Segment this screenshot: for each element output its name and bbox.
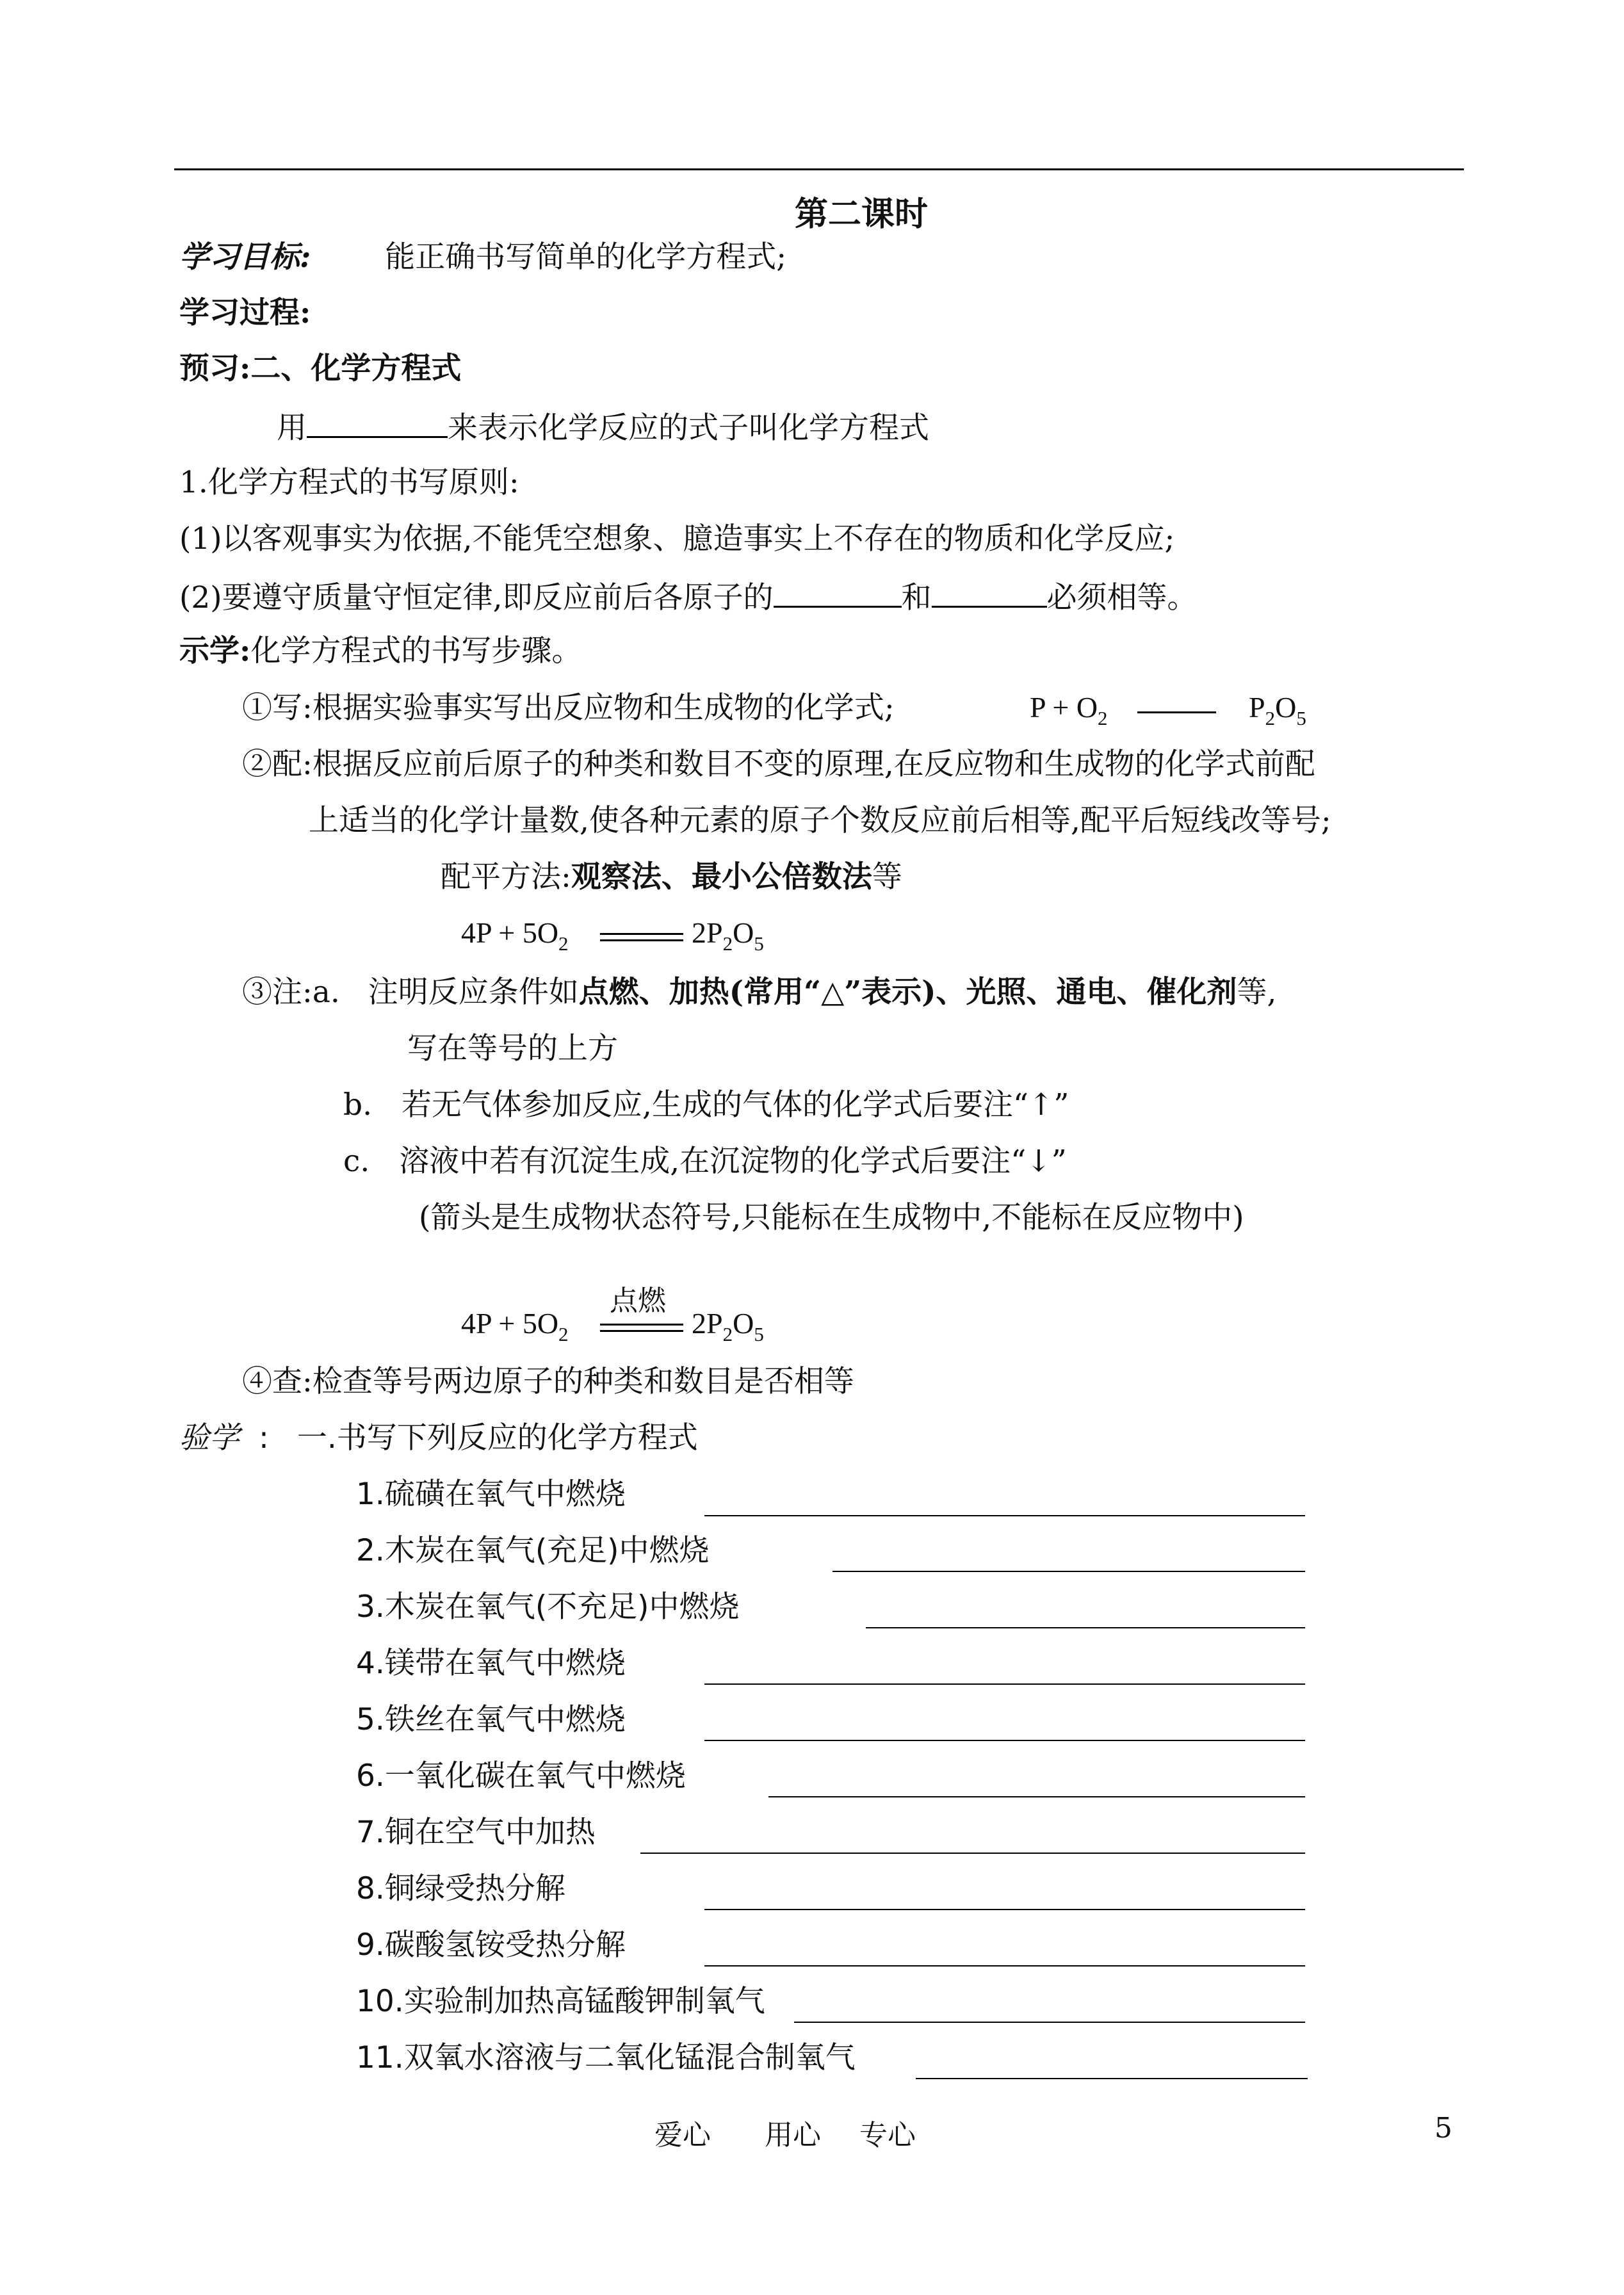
exercise-item: 3.木炭在氧气(不充足)中燃烧 xyxy=(356,1589,740,1625)
eq2-right-sub2: 5 xyxy=(754,932,764,955)
note-b-row xyxy=(343,1086,1069,1124)
eq3-left-text: 4P + 5O xyxy=(461,1307,559,1340)
eq3-left-sub: 2 xyxy=(558,1323,569,1345)
note-a-text-2: 等, xyxy=(1237,975,1277,1010)
exercise-item: 1.硫磺在氧气中燃烧 xyxy=(356,1477,626,1512)
answer-line[interactable] xyxy=(832,1571,1305,1572)
page-number: 5 xyxy=(1434,2112,1452,2145)
equation-3-condition: 点燃 xyxy=(610,1285,666,1317)
answer-line[interactable] xyxy=(794,2022,1305,2023)
step-balance-line-2: 上适当的化学计量数,使各种元素的原子个数反应前后相等,配平后短线改等号; xyxy=(309,803,1331,838)
objective-row xyxy=(179,238,786,277)
objective-text: 能正确书写简单的化学方程式; xyxy=(385,239,787,275)
definition-post: 来表示化学反应的式子叫化学方程式 xyxy=(448,410,929,446)
exercise-item: 4.镁带在氧气中燃烧 xyxy=(356,1646,626,1681)
note-parenthetical: (箭头是生成物状态符号,只能标在生成物中,不能标在反应物中) xyxy=(419,1200,1244,1235)
note-a-continued: 写在等号的上方 xyxy=(407,1031,618,1066)
method-pre: 配平方法: xyxy=(441,859,571,895)
exercise-colon: : xyxy=(259,1420,269,1456)
note-c-row xyxy=(343,1142,1067,1181)
principles-heading: 1.化学方程式的书写原则: xyxy=(179,465,519,500)
answer-line[interactable] xyxy=(704,1909,1305,1910)
note-a-text-1: 注明反应条件如 xyxy=(368,975,579,1010)
exercise-item: 5.铁丝在氧气中燃烧 xyxy=(356,1702,626,1737)
eq2-right-p: 2P xyxy=(692,916,723,949)
definition-pre: 用 xyxy=(277,410,307,446)
process-label: 学习过程: xyxy=(179,295,311,330)
footer-motto xyxy=(654,2112,916,2153)
exercise-label: 验学 xyxy=(179,1420,240,1456)
answer-line[interactable] xyxy=(704,1683,1305,1685)
eq1-right-sub1: 2 xyxy=(1265,707,1276,729)
eq2-right-o: O xyxy=(733,916,754,949)
preview-heading: 预习:二、化学方程式 xyxy=(179,351,462,386)
note-a-bold: 点燃、加热(常用“△”表示)、光照、通电、催化剂 xyxy=(578,975,1237,1010)
definition-blank[interactable] xyxy=(307,407,448,438)
exercise-heading: 一.书写下列反应的化学方程式 xyxy=(296,1420,698,1456)
equation-3-left xyxy=(461,1306,569,1346)
equation-1-right xyxy=(1249,690,1306,730)
demo-text: 化学方程式的书写步骤。 xyxy=(250,633,582,669)
eq1-right-o: O xyxy=(1275,691,1297,724)
principle-2-post: 必须相等。 xyxy=(1046,580,1198,615)
footer-motto-1: 爱心 xyxy=(654,2119,711,2152)
equation-2-right xyxy=(692,916,764,955)
definition-row xyxy=(277,407,929,448)
exercise-item: 11.双氧水溶液与二氧化锰混合制氧气 xyxy=(356,2040,856,2075)
footer-motto-2: 用心 xyxy=(765,2119,821,2152)
demo-label: 示学: xyxy=(179,633,251,669)
answer-line[interactable] xyxy=(704,1965,1305,1967)
equation-1-left xyxy=(1030,690,1108,730)
exercise-item: 10.实验制加热高锰酸钾制氧气 xyxy=(356,1984,765,2019)
method-post: 等 xyxy=(872,859,902,895)
balance-method-row xyxy=(441,858,902,896)
principle-2-mid: 和 xyxy=(901,580,932,615)
exercise-item: 7.铜在空气中加热 xyxy=(356,1815,596,1850)
eq3-right-sub2: 5 xyxy=(754,1323,764,1345)
note-b-text: 若无气体参加反应,生成的气体的化学式后要注“↑” xyxy=(402,1087,1069,1123)
equation-2-left xyxy=(461,916,569,955)
note-b-label: b. xyxy=(343,1087,373,1123)
exercise-item: 9.碳酸氢铵受热分解 xyxy=(356,1927,626,1963)
eq1-right-sub2: 5 xyxy=(1296,707,1306,729)
note-label: ③注:a. xyxy=(242,975,340,1010)
answer-line[interactable] xyxy=(866,1627,1305,1628)
lesson-title: 第二课时 xyxy=(795,195,929,234)
note-c-text: 溶液中若有沉淀生成,在沉淀物的化学式后要注“↓” xyxy=(399,1144,1067,1179)
equation-2-equals xyxy=(600,933,683,941)
eq3-right-sub1: 2 xyxy=(722,1323,733,1345)
answer-line[interactable] xyxy=(704,1740,1305,1741)
eq2-left-text: 4P + 5O xyxy=(461,916,559,949)
principle-1: (1)以客观事实为依据,不能凭空想象、臆造事实上不存在的物质和化学反应; xyxy=(179,521,1175,556)
blank-number[interactable] xyxy=(932,576,1047,608)
equation-3-equals xyxy=(600,1324,683,1332)
exercise-item: 8.铜绿受热分解 xyxy=(356,1871,565,1906)
eq1-right-p: P xyxy=(1249,691,1265,724)
note-a-row xyxy=(242,973,1276,1012)
equation-1-dash xyxy=(1137,711,1216,713)
principle-2-row xyxy=(179,576,1198,617)
eq1-left-sub: 2 xyxy=(1098,707,1108,729)
exercise-item: 2.木炭在氧气(充足)中燃烧 xyxy=(356,1533,710,1568)
header-rule xyxy=(174,168,1464,170)
eq3-right-o: O xyxy=(733,1307,754,1340)
step-balance-line-1: ②配:根据反应前后原子的种类和数目不变的原理,在反应物和生成物的化学式前配 xyxy=(242,747,1315,782)
objective-label: 学习目标: xyxy=(179,239,311,275)
equation-3-right xyxy=(692,1306,764,1346)
footer-motto-3: 专心 xyxy=(859,2119,916,2152)
method-bold: 观察法、最小公倍数法 xyxy=(571,859,872,895)
blank-species[interactable] xyxy=(774,576,902,608)
answer-line[interactable] xyxy=(916,2078,1308,2079)
step-check: ④查:检查等号两边原子的种类和数目是否相等 xyxy=(242,1364,854,1399)
eq3-right-p: 2P xyxy=(692,1307,723,1340)
exercise-row xyxy=(179,1419,698,1457)
eq2-right-sub1: 2 xyxy=(722,932,733,955)
demo-row xyxy=(179,632,581,670)
step-write: ①写:根据实验事实写出反应物和生成物的化学式; xyxy=(242,690,895,726)
principle-2-pre: (2)要遵守质量守恒定律,即反应前后各原子的 xyxy=(179,580,774,615)
eq2-left-sub: 2 xyxy=(558,932,569,955)
answer-line[interactable] xyxy=(768,1796,1305,1797)
exercise-item: 6.一氧化碳在氧气中燃烧 xyxy=(356,1758,686,1794)
eq1-left-text: P + O xyxy=(1030,691,1098,724)
note-c-label: c. xyxy=(343,1144,370,1179)
answer-line[interactable] xyxy=(640,1853,1305,1854)
answer-line[interactable] xyxy=(704,1515,1305,1516)
